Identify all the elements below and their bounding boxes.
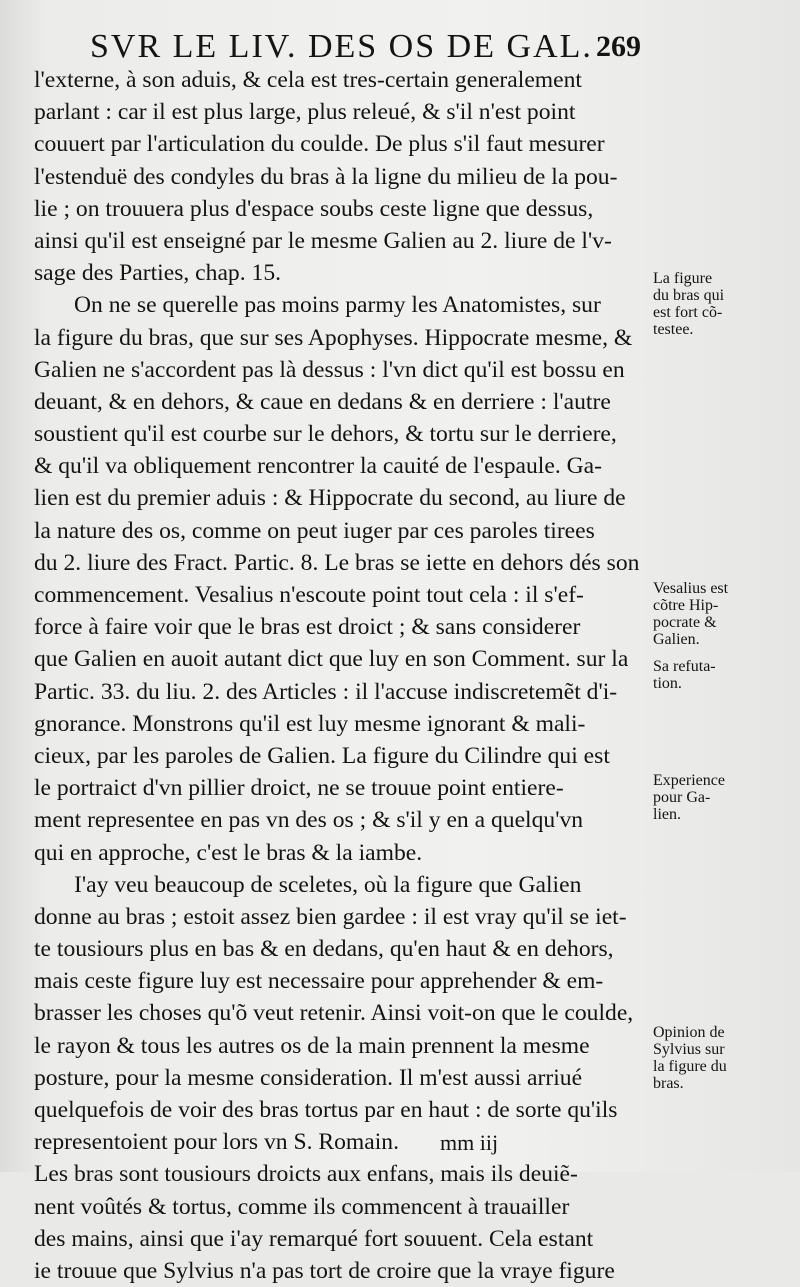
text-line: lie ; on trouuera plus d'espace soubs ceste ligne que dessus, xyxy=(34,195,594,222)
margin-note-line: bras. xyxy=(653,1075,684,1092)
text-line: lien est du premier aduis : & Hippocrate du second, au liure de xyxy=(34,485,626,512)
text-line: nent voûtés & tortus, comme ils commencent à trauailler xyxy=(34,1193,570,1220)
text-line: l'externe, à son aduis, & cela est tres-certain generalement xyxy=(34,67,582,93)
text-line: representoient pour lors vn S. Romain. xyxy=(34,1129,399,1156)
page-number: 269 xyxy=(596,30,641,63)
text-line: Partic. 33. du liu. 2. des Articles : il l'accuse indiscretemẽt d'i- xyxy=(34,678,618,705)
margin-note-figure-of-arm xyxy=(653,270,793,338)
text-line: ment representee en pas vn des os ; & s'il y en a quelqu'vn xyxy=(34,807,584,834)
margin-note-line: la figure du xyxy=(653,1058,727,1075)
margin-note-line: est fort cõ- xyxy=(653,304,723,321)
text-line: qui en approche, c'est le bras & la iambe. xyxy=(34,839,423,866)
text-line: te tousiours plus en bas & en dedans, qu'en haut & en dehors, xyxy=(34,936,614,963)
text-line: parlant : car il est plus large, plus releué, & s'il n'est point xyxy=(34,99,576,126)
text-line: que Galien en auoit autant dict que luy en son Comment. sur la xyxy=(34,646,629,673)
text-line: donne au bras ; estoit assez bien gardee : il est vray qu'il se iet- xyxy=(34,903,627,930)
margin-note-line: Sylvius sur xyxy=(653,1041,725,1058)
margin-note-experience xyxy=(653,772,793,823)
text-line: l'estenduë des condyles du bras à la ligne du milieu de la pou- xyxy=(34,163,618,190)
text-line: le rayon & tous les autres os de la main prennent la mesme xyxy=(34,1032,590,1059)
margin-note-line: Vesalius est xyxy=(653,580,729,597)
margin-note-line: testee. xyxy=(653,321,694,338)
margin-note-line: tion. xyxy=(653,675,682,692)
margin-note-line: Galien. xyxy=(653,631,700,648)
margin-note-line: pour Ga- xyxy=(653,789,711,806)
running-head: SVR LE LIV. DES OS DE GAL. xyxy=(90,28,593,65)
text-line: le portraict d'vn pillier droict, ne se trouue point entiere- xyxy=(34,775,564,802)
margin-note-line: Opinion de xyxy=(653,1024,725,1041)
text-line: Galien ne s'accordent pas là dessus : l'vn dict qu'il est bossu en xyxy=(34,356,625,383)
text-line: des mains, ainsi que i'ay remarqué fort souuent. Cela estant xyxy=(34,1225,594,1252)
page-header xyxy=(28,22,768,66)
text-line: couuert par l'articulation du coulde. De plus s'il faut mesurer xyxy=(34,131,605,158)
paragraph-start-line: I'ay veu beaucoup de sceletes, où la figure que Galien xyxy=(74,871,582,898)
margin-note-line: Experience xyxy=(653,772,725,789)
text-line: quelquefois de voir des bras tortus par en haut : de sorte qu'ils xyxy=(34,1097,618,1123)
text-line: ainsi qu'il est enseigné par le mesme Galien au 2. liure de l'v- xyxy=(34,227,612,254)
margin-note-line: La figure xyxy=(653,270,713,287)
margin-note-line: du bras qui xyxy=(653,287,725,304)
text-line: gnorance. Monstrons qu'il est luy mesme ignorant & mali- xyxy=(34,710,586,737)
text-line: soustient qu'il est courbe sur le dehors, & tortu sur le derriere, xyxy=(34,421,617,448)
text-line: du 2. liure des Fract. Partic. 8. Le bras se iette en dehors dés son xyxy=(34,549,640,576)
margin-note-line: pocrate & xyxy=(653,614,717,631)
margin-note-line: cõtre Hip- xyxy=(653,597,719,614)
margin-note-refutation xyxy=(653,658,793,692)
signature-mark: mm iij xyxy=(440,1130,499,1155)
text-line: la figure du bras, que sur ses Apophyses. Hippocrate mesme, & xyxy=(34,324,633,351)
margin-note-vesalius xyxy=(653,580,793,648)
margin-note-line: lien. xyxy=(653,806,681,823)
text-line: & qu'il va obliquement rencontrer la cauité de l'espaule. Ga- xyxy=(34,453,602,480)
text-line: sage des Parties, chap. 15. xyxy=(34,260,282,287)
text-line: deuant, & en dehors, & caue en dedans & en derriere : l'autre xyxy=(34,388,611,415)
text-line: mais ceste figure luy est necessaire pour apprehender & em- xyxy=(34,968,604,995)
body-text xyxy=(34,64,654,1287)
text-line: ie trouue que Sylvius n'a pas tort de croire que la vraye figure xyxy=(34,1257,615,1284)
text-line: la nature des os, comme on peut iuger par ces paroles tirees xyxy=(34,517,595,544)
margin-note-line: Sa refuta- xyxy=(653,658,716,675)
text-line: cieux, par les paroles de Galien. La figure du Cilindre qui est xyxy=(34,742,610,769)
text-line: commencement. Vesalius n'escoute point tout cela : il s'ef- xyxy=(34,582,584,608)
text-line: brasser les choses qu'õ veut retenir. Ainsi voit-on que le coulde, xyxy=(34,1000,634,1027)
text-line: force à faire voir que le bras est droict ; & sans considerer xyxy=(34,614,581,641)
paragraph-start-line: Les bras sont tousiours droicts aux enfans, mais ils deuiẽ- xyxy=(34,1161,578,1188)
margin-note-sylvius xyxy=(653,1024,793,1092)
paragraph-start-line: On ne se querelle pas moins parmy les Anatomistes, sur xyxy=(74,292,601,319)
text-line: posture, pour la mesme consideration. Il m'est aussi arriué xyxy=(34,1064,583,1091)
